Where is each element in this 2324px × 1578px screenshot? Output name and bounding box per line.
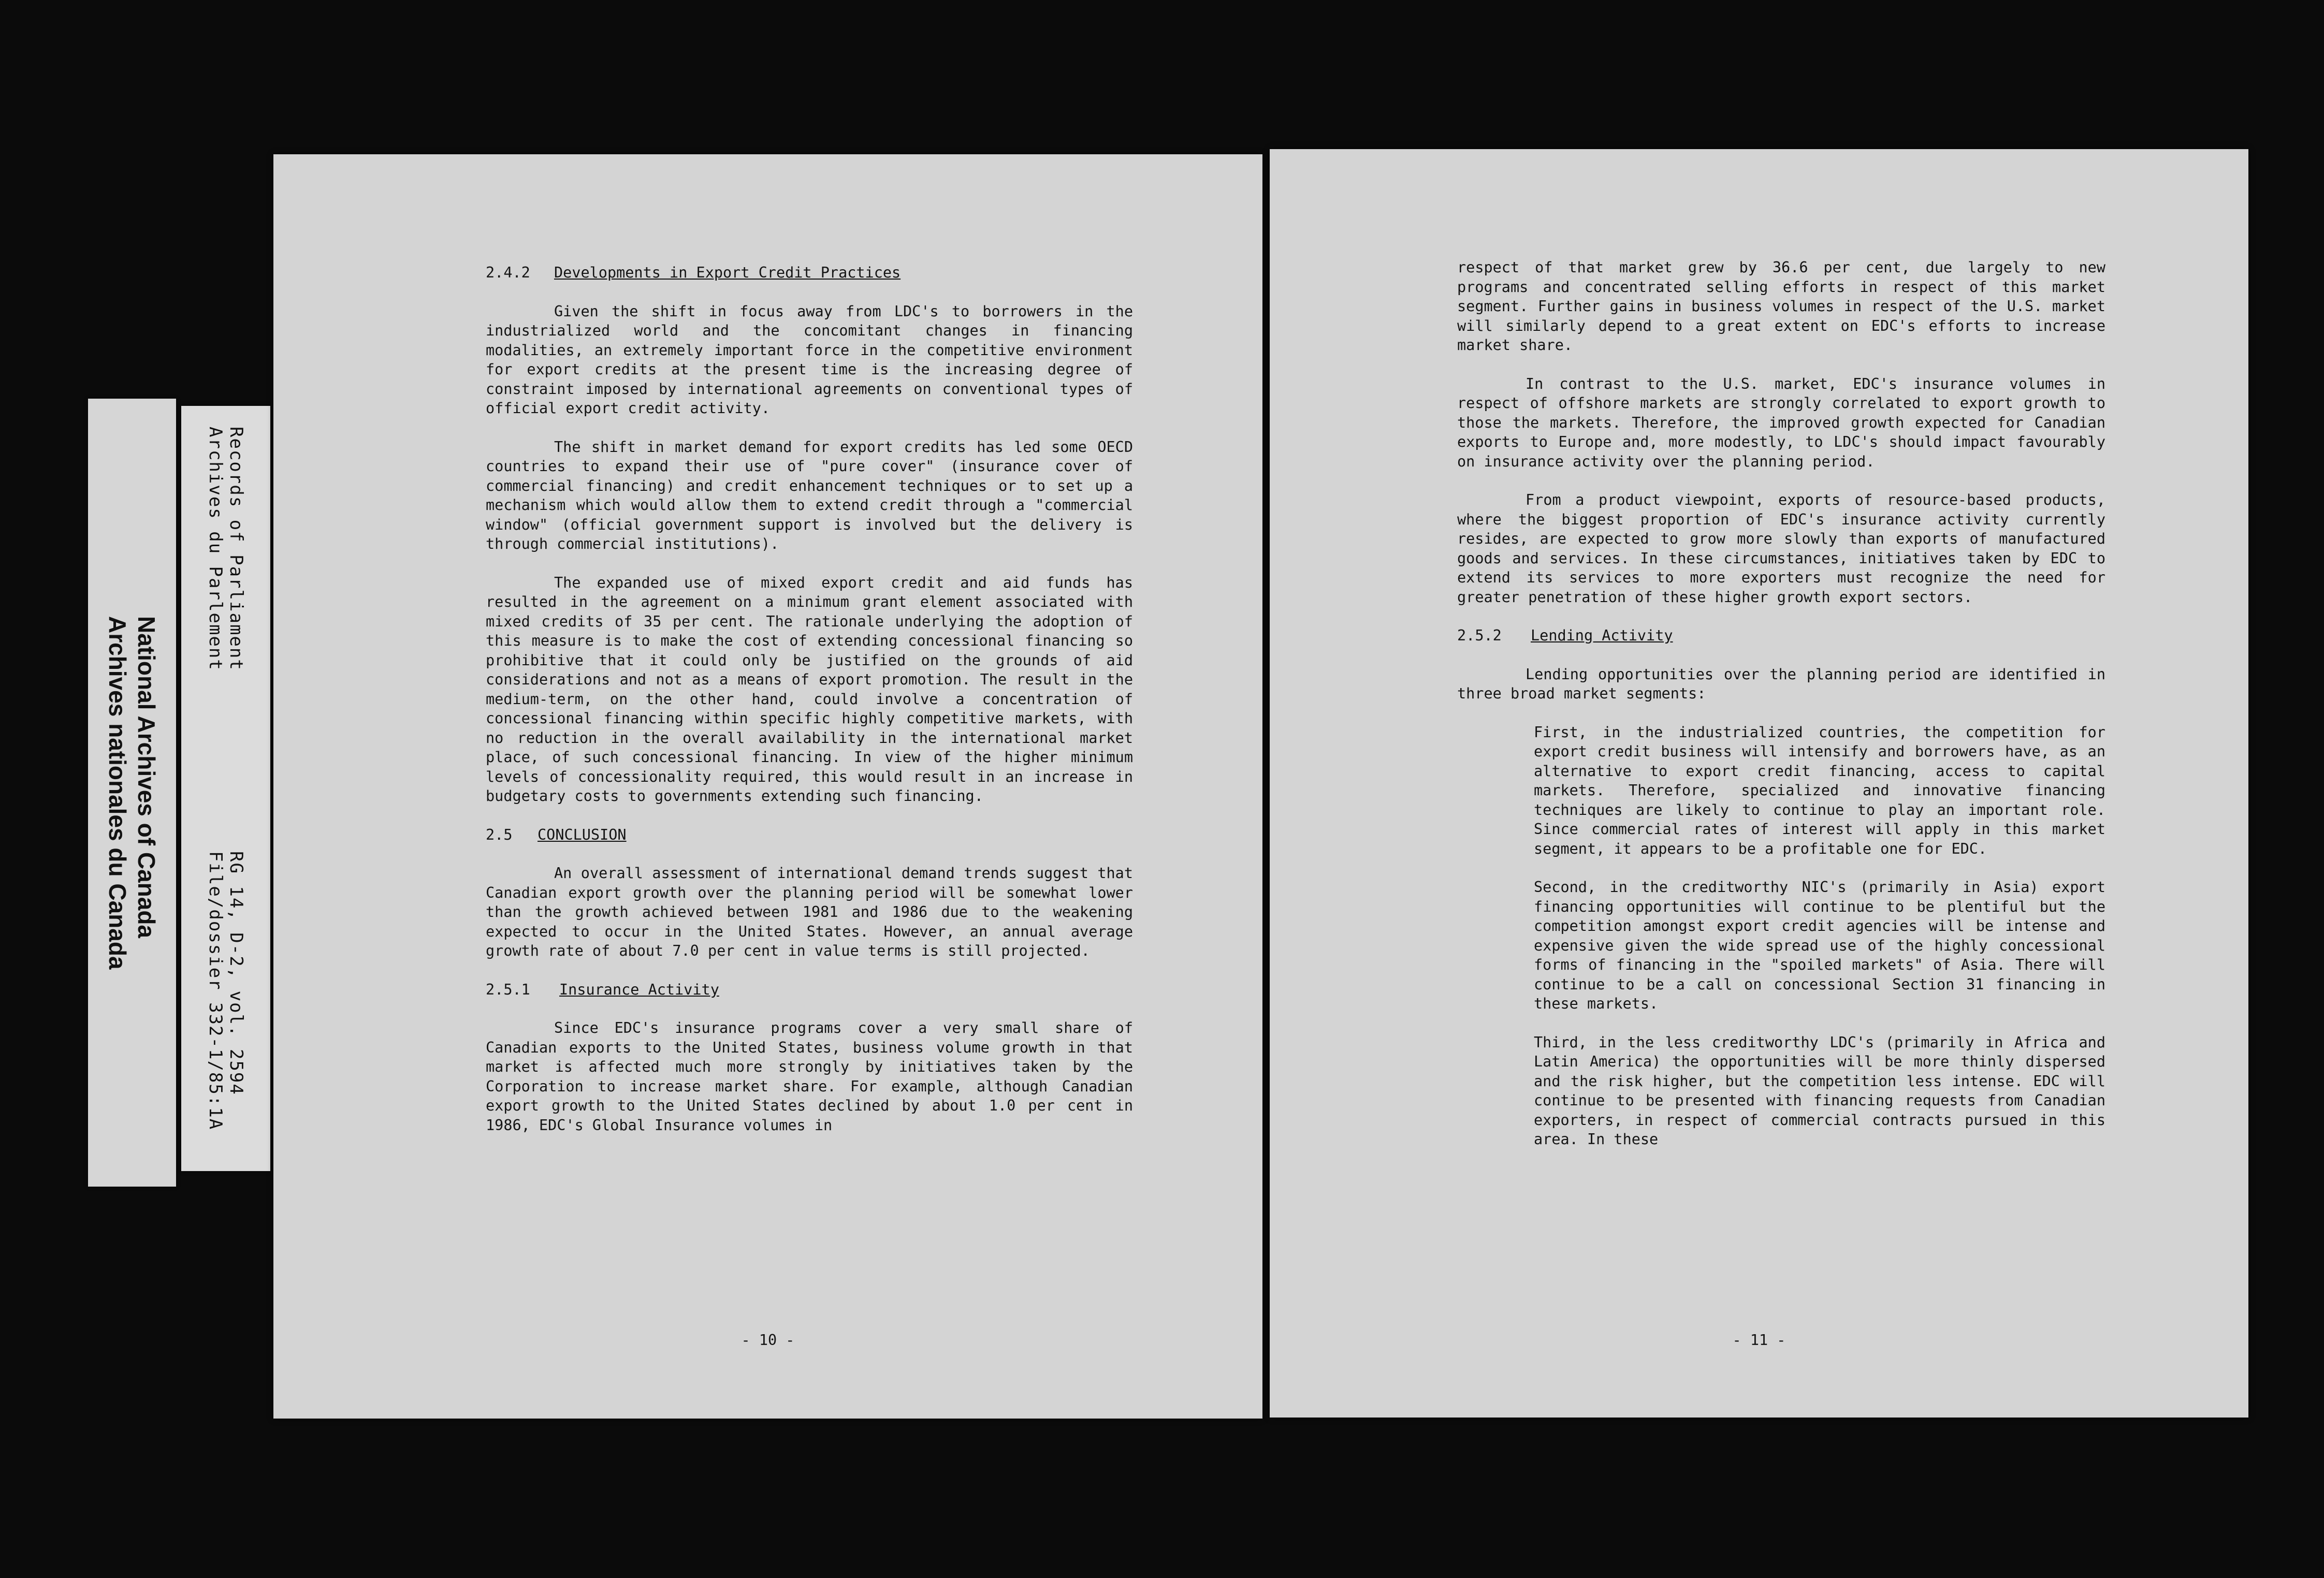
archives-label-en: National Archives of Canada bbox=[133, 616, 160, 938]
section-heading-2-5 bbox=[486, 825, 1133, 845]
market-segment-item: Second, in the creditworthy NIC's (primarily in Asia) export financing opportunities will continue to be plentiful but the competition amongst export credit agencies will be intense and expensive given the wide spread use of the highly concessional forms of financing in the "spoiled markets" of Asia. There will continue to be a call on concessional Section 31 financing in these markets. bbox=[1534, 879, 2105, 1012]
market-segment-item: Third, in the less creditworthy LDC's (primarily in Africa and Latin America) the opportunities will be more thinly dispersed and the risk higher, but the competition less intense. EDC will continue to be presented with financing requests from Canadian exporters, in respect of commercial contracts pursued in this area. In these bbox=[1534, 1033, 2105, 1148]
records-reference-tab bbox=[181, 406, 270, 1171]
file-reference bbox=[205, 851, 246, 1130]
section-title: Insurance Activity bbox=[559, 981, 719, 998]
records-label bbox=[205, 427, 246, 671]
paragraph: The shift in market demand for export credits has led some OECD countries to expand their use of "pure cover" (insurance cover of commercial financing) and credit enhancement techniques or to set up a mechanism which would allow them to extend credit through a "commercial window" (official government support is involved but the delivery is through commercial institutions). bbox=[486, 438, 1133, 552]
file-reference-rg: RG 14, D-2, vol. 2594 bbox=[226, 851, 246, 1095]
section-title: Lending Activity bbox=[1531, 627, 1673, 644]
section-title: CONCLUSION bbox=[538, 826, 627, 843]
paragraph: The expanded use of mixed export credit and aid funds has resulted in the agreement on a minimum grant element associated with mixed credits of 35 per cent. The rationale underlying the adoption of this measure is to make the cost of extending concessional financing so prohibitive that it could only be justified on the grounds of aid considerations and not as a means of export promotion. The result in the medium-term, on the other hand, could involve a concentration of concessional financing within specific highly competitive markets, with no reduction in the overall availability in the international market place, of such concessional financing. In view of the higher minimum levels of concessionality required, this would result in an increase in budgetary costs to governments extending such financing. bbox=[486, 574, 1133, 805]
section-heading-2-5-1 bbox=[486, 980, 1133, 1000]
section-title: Developments in Export Credit Practices bbox=[554, 264, 901, 281]
section-number: 2.5.2 bbox=[1457, 627, 1502, 644]
paragraph: From a product viewpoint, exports of resource-based products, where the biggest proportion of EDC's insurance activity currently resides, are expected to grow more slowly than exports of manufactured goods and services. In these circumstances, initiatives taken by EDC to extend its services to more exporters must recognize the need for greater penetration of these higher growth export sectors. bbox=[1457, 491, 2105, 606]
page-left bbox=[273, 154, 1262, 1419]
paragraph: respect of that market grew by 36.6 per cent, due largely to new programs and concentrated selling efforts in respect of this market segment. Further gains in business volumes in respect of the U.S. market will similarly depend to a great extent on EDC's efforts to increase market share. bbox=[1457, 259, 2105, 354]
paragraph: Since EDC's insurance programs cover a very small share of Canadian exports to the United States, business volume growth in that market is affected much more strongly by initiatives taken by the Corporation to increase market share. For example, although Canadian export growth to the United States declined by about 1.0 per cent in 1986, EDC's Global Insurance volumes in bbox=[486, 1019, 1133, 1134]
market-segment-item: First, in the industrialized countries, the competition for export credit business will intensify and borrowers have, as an alternative to export credit financing, access to capital markets. Therefore, specialized and innovative financing techniques are likely to continue to play an important role. Since commercial rates of interest will apply in this market segment, it appears to be a profitable one for EDC. bbox=[1534, 723, 2105, 857]
page-number: - 10 - bbox=[741, 1332, 795, 1349]
records-label-fr: Archives du Parlement bbox=[205, 427, 226, 671]
section-number: 2.4.2 bbox=[486, 264, 530, 281]
right-page-text bbox=[1457, 258, 2105, 1168]
paragraph: Lending opportunities over the planning period are identified in three broad market segments: bbox=[1457, 665, 2105, 702]
section-number: 2.5.1 bbox=[486, 981, 530, 998]
section-heading-2-4-2 bbox=[486, 263, 1133, 283]
page-number: - 11 - bbox=[1732, 1332, 1786, 1349]
page-right bbox=[1270, 149, 2248, 1418]
left-page-text bbox=[486, 263, 1133, 1154]
section-number: 2.5 bbox=[486, 826, 513, 843]
file-reference-dossier: File/dossier 332-1/85:1A bbox=[205, 851, 226, 1131]
paragraph: An overall assessment of international demand trends suggest that Canadian export growth over the planning period will be somewhat lower than the growth achieved between 1981 and 1986 due to the weakening expected to occur in the United States. However, an annual average growth rate of about 7.0 per cent in value terms is still projected. bbox=[486, 865, 1133, 959]
paragraph: In contrast to the U.S. market, EDC's insurance volumes in respect of offshore markets are strongly correlated to export growth to those the markets. Therefore, the improved growth expected for Canadian exports to Europe and, more modestly, to LDC's should impact favourably on insurance activity over the planning period. bbox=[1457, 375, 2105, 470]
paragraph: Given the shift in focus away from LDC's to borrowers in the industrialized world and the concomitant changes in financing modalities, an extremely important force in the competitive environment for export credits at the present time is the increasing degree of constraint imposed by international agreements on conventional types of official export credit activity. bbox=[486, 302, 1133, 417]
records-label-en: Records of Parliament bbox=[226, 427, 246, 671]
archives-label bbox=[103, 616, 161, 970]
archives-label-tab bbox=[88, 399, 176, 1187]
archives-label-fr: Archives nationales du Canada bbox=[104, 616, 131, 970]
section-heading-2-5-2 bbox=[1457, 626, 2105, 646]
